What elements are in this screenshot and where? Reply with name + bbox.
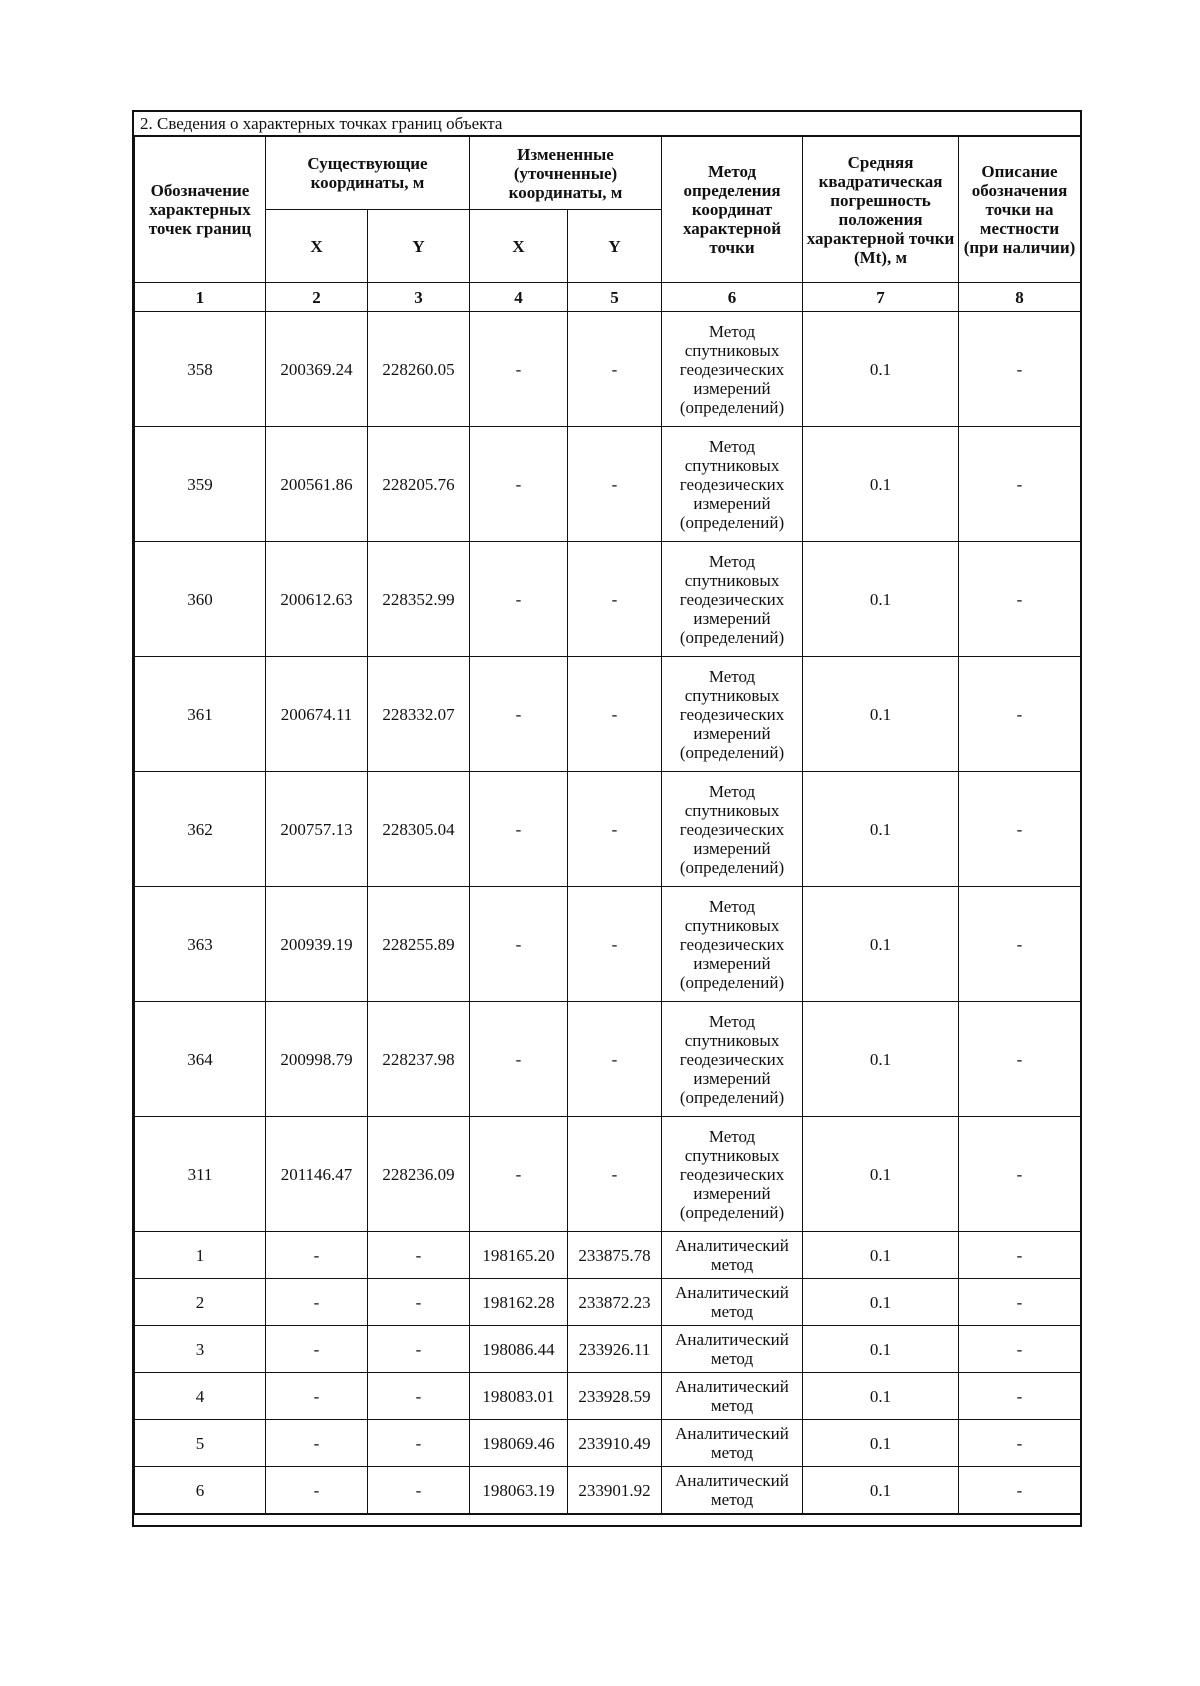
changed-x-cell: 198083.01 — [470, 1373, 568, 1420]
column-number: 4 — [470, 283, 568, 312]
mt-error-cell: 0.1 — [803, 1420, 959, 1467]
description-cell: - — [959, 1232, 1081, 1279]
description-cell: - — [959, 427, 1081, 542]
mt-error-cell: 0.1 — [803, 1326, 959, 1373]
changed-x-cell: 198165.20 — [470, 1232, 568, 1279]
method-cell: Метод спутниковых геодезических измерений (определений) — [662, 772, 803, 887]
changed-y-cell: 233901.92 — [568, 1467, 662, 1514]
table-row — [135, 312, 1081, 427]
table-row — [135, 1002, 1081, 1117]
point-designation-cell: 311 — [135, 1117, 266, 1232]
header-method: Метод определения координат характерной точки — [662, 137, 803, 283]
header-error: Средняя квадратическая погрешность положения характерной точки (Mt), м — [803, 137, 959, 283]
mt-error-cell: 0.1 — [803, 427, 959, 542]
method-cell: Метод спутниковых геодезических измерений (определений) — [662, 312, 803, 427]
changed-x-cell: - — [470, 772, 568, 887]
existing-x-cell: - — [266, 1232, 368, 1279]
boundary-points-sheet — [132, 110, 1082, 1527]
mt-error-cell: 0.1 — [803, 1467, 959, 1514]
point-designation-cell: 4 — [135, 1373, 266, 1420]
changed-y-cell: 233875.78 — [568, 1232, 662, 1279]
header-designation: Обозначение характерных точек границ — [135, 137, 266, 283]
existing-x-cell: 200369.24 — [266, 312, 368, 427]
mt-error-cell: 0.1 — [803, 312, 959, 427]
changed-y-cell: - — [568, 657, 662, 772]
changed-x-cell: - — [470, 1002, 568, 1117]
description-cell: - — [959, 1373, 1081, 1420]
existing-y-cell: 228237.98 — [368, 1002, 470, 1117]
method-cell: Аналитический метод — [662, 1373, 803, 1420]
description-cell: - — [959, 312, 1081, 427]
method-cell: Метод спутниковых геодезических измерений (определений) — [662, 1117, 803, 1232]
header-changed-x: X — [470, 210, 568, 283]
method-cell: Аналитический метод — [662, 1467, 803, 1514]
point-designation-cell: 5 — [135, 1420, 266, 1467]
point-designation-cell: 360 — [135, 542, 266, 657]
point-designation-cell: 361 — [135, 657, 266, 772]
existing-y-cell: 228260.05 — [368, 312, 470, 427]
changed-y-cell: 233872.23 — [568, 1279, 662, 1326]
existing-x-cell: 200612.63 — [266, 542, 368, 657]
header-existing-coords: Существующие координаты, м — [266, 137, 470, 210]
point-designation-cell: 362 — [135, 772, 266, 887]
changed-y-cell: - — [568, 312, 662, 427]
existing-x-cell: 200561.86 — [266, 427, 368, 542]
mt-error-cell: 0.1 — [803, 1232, 959, 1279]
column-number: 8 — [959, 283, 1081, 312]
header-changed-y: Y — [568, 210, 662, 283]
column-number: 5 — [568, 283, 662, 312]
changed-y-cell: - — [568, 772, 662, 887]
existing-x-cell: - — [266, 1326, 368, 1373]
changed-y-cell: - — [568, 1002, 662, 1117]
point-designation-cell: 1 — [135, 1232, 266, 1279]
method-cell: Метод спутниковых геодезических измерений (определений) — [662, 542, 803, 657]
existing-y-cell: - — [368, 1373, 470, 1420]
existing-x-cell: 200757.13 — [266, 772, 368, 887]
point-designation-cell: 363 — [135, 887, 266, 1002]
description-cell: - — [959, 1326, 1081, 1373]
mt-error-cell: 0.1 — [803, 772, 959, 887]
description-cell: - — [959, 542, 1081, 657]
column-number-row — [135, 283, 1081, 312]
existing-x-cell: - — [266, 1279, 368, 1326]
method-cell: Метод спутниковых геодезических измерений (определений) — [662, 887, 803, 1002]
method-cell: Аналитический метод — [662, 1326, 803, 1373]
changed-y-cell: 233928.59 — [568, 1373, 662, 1420]
column-number: 2 — [266, 283, 368, 312]
header-row-main — [135, 137, 1081, 210]
description-cell: - — [959, 1279, 1081, 1326]
table-bottom-rule — [134, 1514, 1080, 1525]
header-changed-coords: Измененные (уточненные) координаты, м — [470, 137, 662, 210]
changed-x-cell: - — [470, 312, 568, 427]
changed-y-cell: - — [568, 427, 662, 542]
boundary-points-table — [134, 136, 1081, 1514]
existing-y-cell: 228332.07 — [368, 657, 470, 772]
point-designation-cell: 3 — [135, 1326, 266, 1373]
column-number: 3 — [368, 283, 470, 312]
table-row — [135, 1373, 1081, 1420]
existing-x-cell: - — [266, 1420, 368, 1467]
mt-error-cell: 0.1 — [803, 1279, 959, 1326]
table-row — [135, 542, 1081, 657]
mt-error-cell: 0.1 — [803, 542, 959, 657]
changed-x-cell: - — [470, 542, 568, 657]
existing-y-cell: - — [368, 1279, 470, 1326]
table-row — [135, 1467, 1081, 1514]
existing-x-cell: 200998.79 — [266, 1002, 368, 1117]
description-cell: - — [959, 772, 1081, 887]
changed-x-cell: - — [470, 1117, 568, 1232]
header-existing-x: X — [266, 210, 368, 283]
table-row — [135, 887, 1081, 1002]
changed-x-cell: - — [470, 887, 568, 1002]
changed-x-cell: 198063.19 — [470, 1467, 568, 1514]
table-row — [135, 427, 1081, 542]
changed-y-cell: - — [568, 1117, 662, 1232]
point-designation-cell: 359 — [135, 427, 266, 542]
table-row — [135, 657, 1081, 772]
point-designation-cell: 6 — [135, 1467, 266, 1514]
existing-y-cell: 228305.04 — [368, 772, 470, 887]
mt-error-cell: 0.1 — [803, 1002, 959, 1117]
description-cell: - — [959, 1117, 1081, 1232]
existing-y-cell: 228205.76 — [368, 427, 470, 542]
existing-x-cell: 200939.19 — [266, 887, 368, 1002]
changed-x-cell: - — [470, 657, 568, 772]
method-cell: Метод спутниковых геодезических измерений (определений) — [662, 1002, 803, 1117]
mt-error-cell: 0.1 — [803, 1117, 959, 1232]
description-cell: - — [959, 887, 1081, 1002]
existing-x-cell: 200674.11 — [266, 657, 368, 772]
table-row — [135, 772, 1081, 887]
table-row — [135, 1279, 1081, 1326]
column-number: 1 — [135, 283, 266, 312]
table-row — [135, 1232, 1081, 1279]
method-cell: Аналитический метод — [662, 1420, 803, 1467]
changed-y-cell: - — [568, 542, 662, 657]
description-cell: - — [959, 1420, 1081, 1467]
table-row — [135, 1117, 1081, 1232]
existing-y-cell: 228236.09 — [368, 1117, 470, 1232]
description-cell: - — [959, 657, 1081, 772]
mt-error-cell: 0.1 — [803, 657, 959, 772]
table-row — [135, 1420, 1081, 1467]
point-designation-cell: 2 — [135, 1279, 266, 1326]
method-cell: Метод спутниковых геодезических измерений (определений) — [662, 657, 803, 772]
description-cell: - — [959, 1467, 1081, 1514]
column-number: 7 — [803, 283, 959, 312]
column-number: 6 — [662, 283, 803, 312]
existing-y-cell: 228255.89 — [368, 887, 470, 1002]
point-designation-cell: 364 — [135, 1002, 266, 1117]
description-cell: - — [959, 1002, 1081, 1117]
method-cell: Аналитический метод — [662, 1279, 803, 1326]
mt-error-cell: 0.1 — [803, 887, 959, 1002]
section-title: 2. Сведения о характерных точках границ объекта — [134, 112, 1080, 136]
header-description: Описание обозначения точки на местности (при наличии) — [959, 137, 1081, 283]
existing-y-cell: - — [368, 1232, 470, 1279]
table-row — [135, 1326, 1081, 1373]
header-existing-y: Y — [368, 210, 470, 283]
changed-x-cell: 198086.44 — [470, 1326, 568, 1373]
changed-y-cell: 233910.49 — [568, 1420, 662, 1467]
changed-y-cell: - — [568, 887, 662, 1002]
existing-y-cell: 228352.99 — [368, 542, 470, 657]
existing-x-cell: 201146.47 — [266, 1117, 368, 1232]
existing-x-cell: - — [266, 1467, 368, 1514]
method-cell: Аналитический метод — [662, 1232, 803, 1279]
changed-x-cell: - — [470, 427, 568, 542]
point-designation-cell: 358 — [135, 312, 266, 427]
existing-y-cell: - — [368, 1326, 470, 1373]
existing-x-cell: - — [266, 1373, 368, 1420]
method-cell: Метод спутниковых геодезических измерений (определений) — [662, 427, 803, 542]
mt-error-cell: 0.1 — [803, 1373, 959, 1420]
existing-y-cell: - — [368, 1420, 470, 1467]
changed-x-cell: 198162.28 — [470, 1279, 568, 1326]
existing-y-cell: - — [368, 1467, 470, 1514]
changed-x-cell: 198069.46 — [470, 1420, 568, 1467]
changed-y-cell: 233926.11 — [568, 1326, 662, 1373]
